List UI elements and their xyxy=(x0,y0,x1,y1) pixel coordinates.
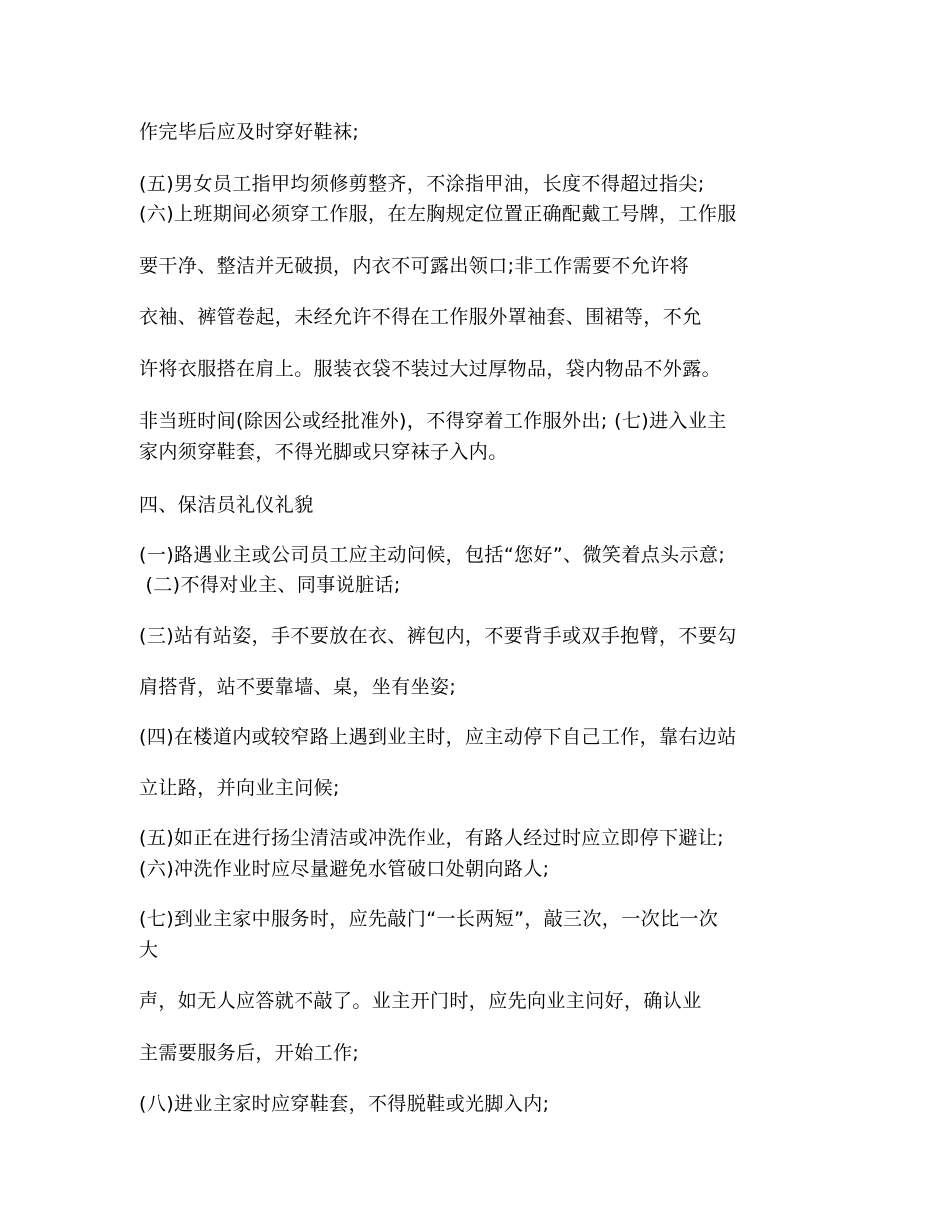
text-line: 声，如无人应答就不敲了。业主开门时，应先向业主问好，确认业 xyxy=(139,990,702,1012)
text-line: 要干净、整洁并无破损，内衣不可露出领口;非工作需要不允许将 xyxy=(139,255,690,277)
text-line: (二)不得对业主、同事说脏话; xyxy=(139,574,401,596)
text-line: (五)男女员工指甲均须修剪整齐，不涂指甲油，长度不得超过指尖; xyxy=(139,173,705,195)
text-line: (六)上班期间必须穿工作服，在左胸规定位置正确配戴工号牌，工作服 xyxy=(139,203,737,225)
text-line: 肩搭背，站不要靠墙、桌，坐有坐姿; xyxy=(139,676,457,698)
text-line: 衣袖、裤管卷起，未经允许不得在工作服外罩袖套、围裙等，不允 xyxy=(139,306,702,328)
section-heading: 四、保洁员礼仪礼貌 xyxy=(139,494,314,516)
text-line: 大 xyxy=(139,939,159,961)
text-line: (六)冲洗作业时应尽量避免水管破口处朝向路人; xyxy=(139,858,550,880)
text-line: (四)在楼道内或较窄路上遇到业主时，应主动停下自己工作，靠右边站 xyxy=(139,726,737,748)
text-line: (七)到业主家中服务时，应先敲门“一长两短”，敲三次，一次比一次 xyxy=(139,908,719,930)
text-line: 许将衣服搭在肩上。服装衣袋不装过大过厚物品，袋内物品不外露。 xyxy=(139,358,722,380)
text-line: 家内须穿鞋套，不得光脚或只穿袜子入内。 xyxy=(139,441,508,463)
text-line: (八)进业主家时应穿鞋套，不得脱鞋或光脚入内; xyxy=(139,1093,550,1115)
text-line: 非当班时间(除因公或经批准外)，不得穿着工作服外出; (七)进入业主 xyxy=(139,410,727,432)
text-line: (一)路遇业主或公司员工应主动问候，包括“您好”、微笑着点头示意; xyxy=(139,544,726,566)
text-line: (五)如正在进行扬尘清洁或冲洗作业，有路人经过时应立即停下避让; xyxy=(139,827,725,849)
text-line: 立让路，并向业主问候; xyxy=(139,777,340,799)
text-line: (三)站有站姿，手不要放在衣、裤包内，不要背手或双手抱臂，不要勾 xyxy=(139,625,737,647)
text-line: 作完毕后应及时穿好鞋袜; xyxy=(139,121,360,143)
text-line: 主需要服务后，开始工作; xyxy=(139,1042,360,1064)
